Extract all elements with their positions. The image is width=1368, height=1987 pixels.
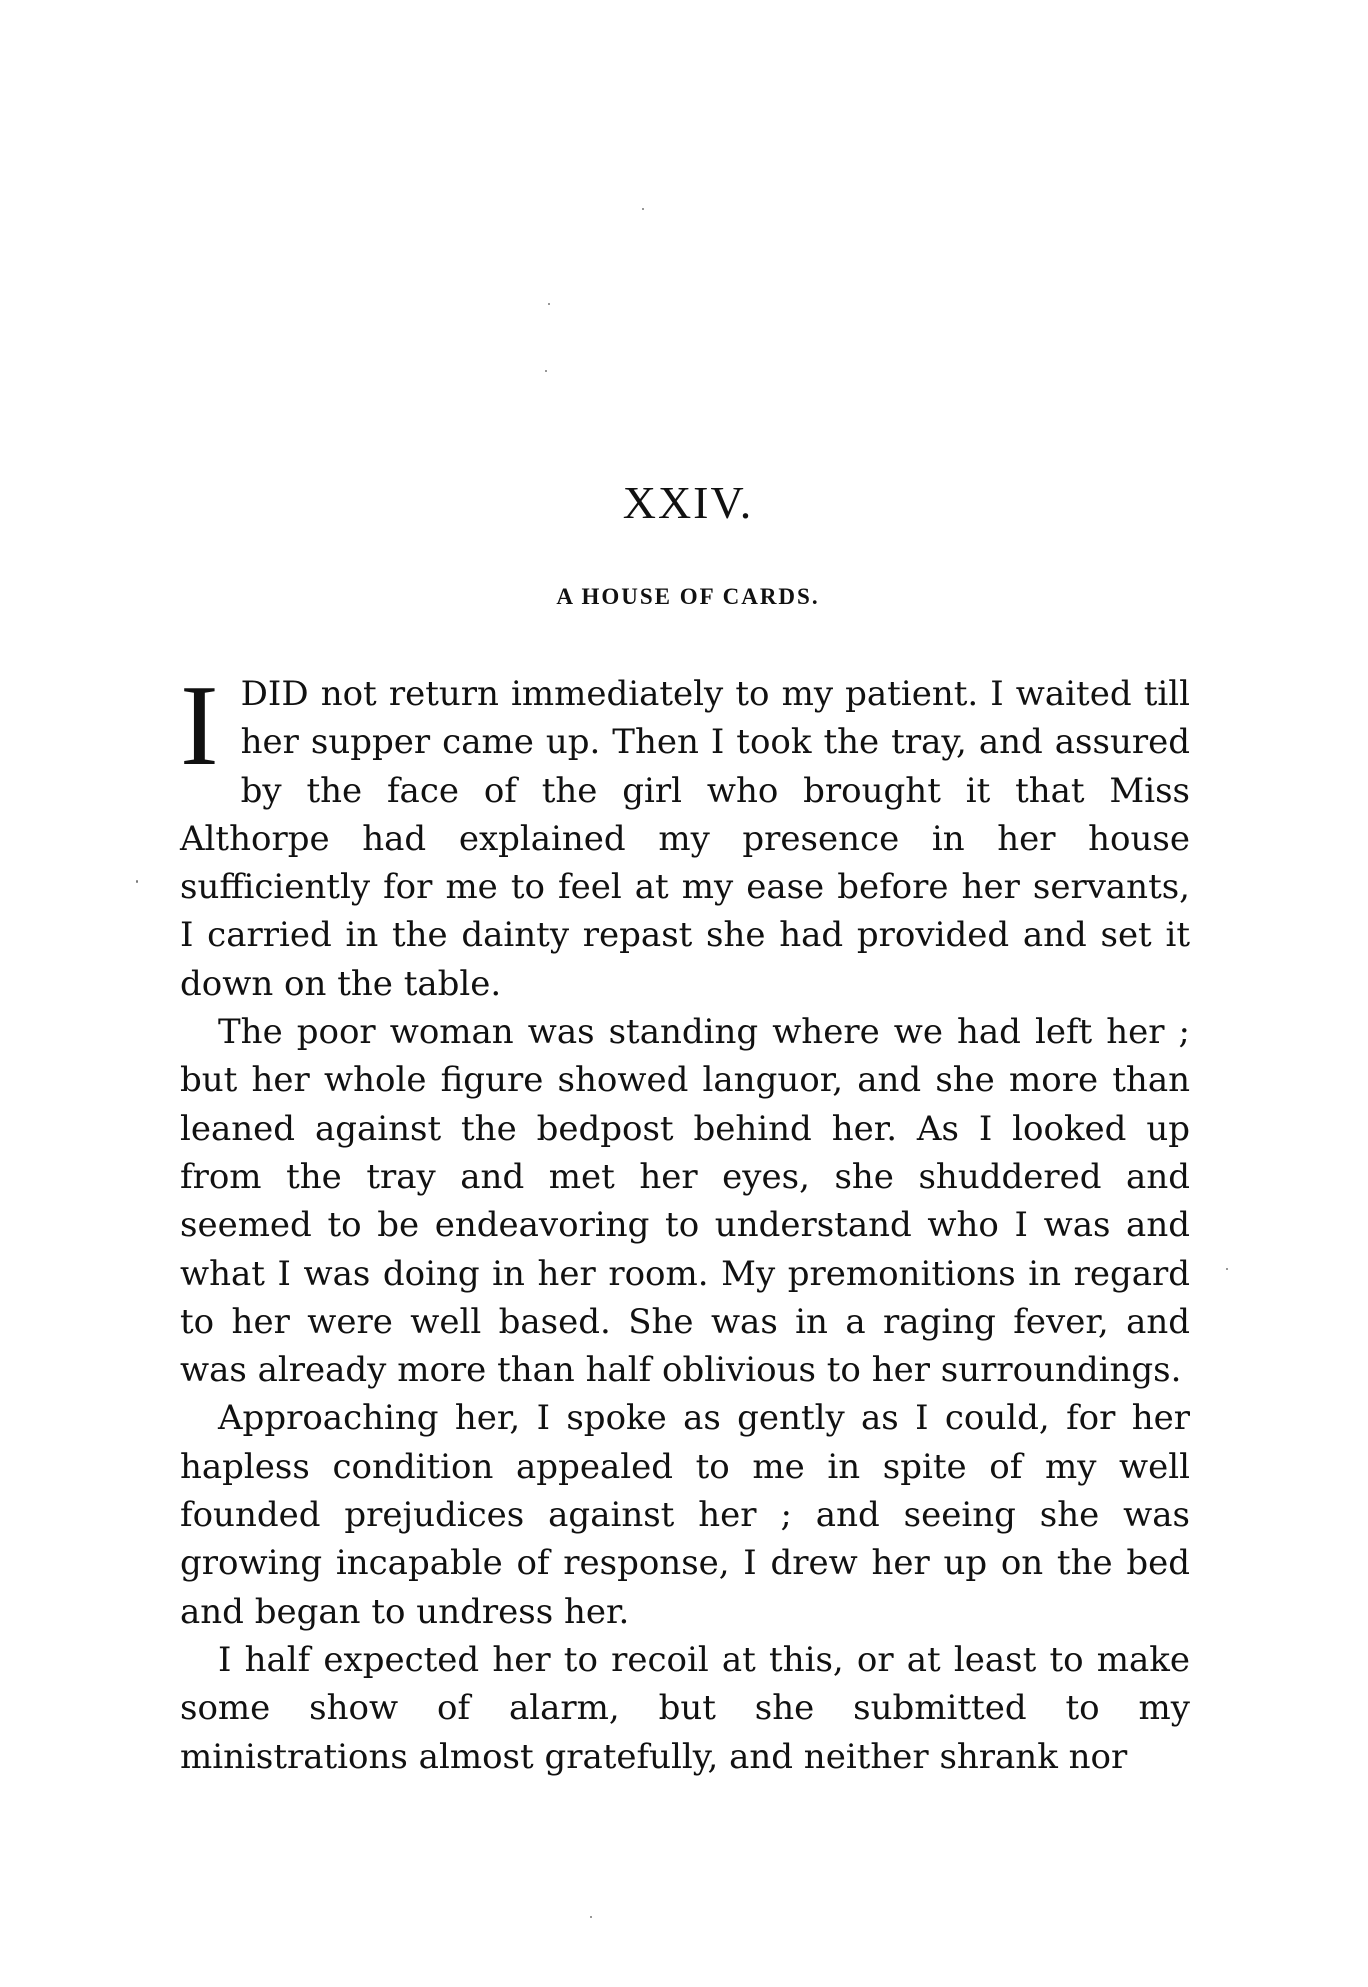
paragraph-1-text: DID not return immediately to my patient. I waited till her supper came up. Then I took the tray, and assured by the face of the girl who brought it that Miss Althorpe had explained my presence in her house sufficiently for me to feel at my ease before her servants, I carried in the dainty repast she had provided and set it down on the table. — [180, 674, 1190, 1004]
drop-cap: I — [180, 662, 219, 790]
paragraph-3: Approaching her, I spoke as gently as I could, for her hapless condition appealed to me in spite of my well founded prejudices against her ; and seeing she was growing incapable of response, I drew her up on the bed and began to undress her. — [180, 1398, 1190, 1632]
paper-speck — [545, 370, 547, 372]
paper-speck — [1226, 1268, 1228, 1270]
paragraph-2: The poor woman was standing where we had left her ; but her whole figure showed languor, and she more than leaned against the bedpost behind her. As I looked up from the tray and met her eyes, she shuddered and seemed to be endeavoring to understand who I was and what I was doing in her room. My premonitions in regard to her were well based. She was in a raging fever, and was already more than half oblivious to her surroundings. — [180, 1012, 1190, 1391]
paper-speck — [590, 1916, 592, 1918]
paper-speck — [548, 303, 550, 305]
chapter-body — [180, 662, 1190, 1781]
paragraph-1 — [180, 662, 1190, 1008]
chapter-number: XXIV. — [622, 477, 754, 528]
paper-speck — [136, 880, 138, 883]
paragraph-4: I half expected her to recoil at this, or at least to make some show of alarm, but she submitted to my ministrations almost gratefully, and neither shrank nor — [180, 1639, 1190, 1777]
chapter-title: A HOUSE OF CARDS. — [556, 584, 820, 609]
paper-speck — [642, 208, 644, 210]
